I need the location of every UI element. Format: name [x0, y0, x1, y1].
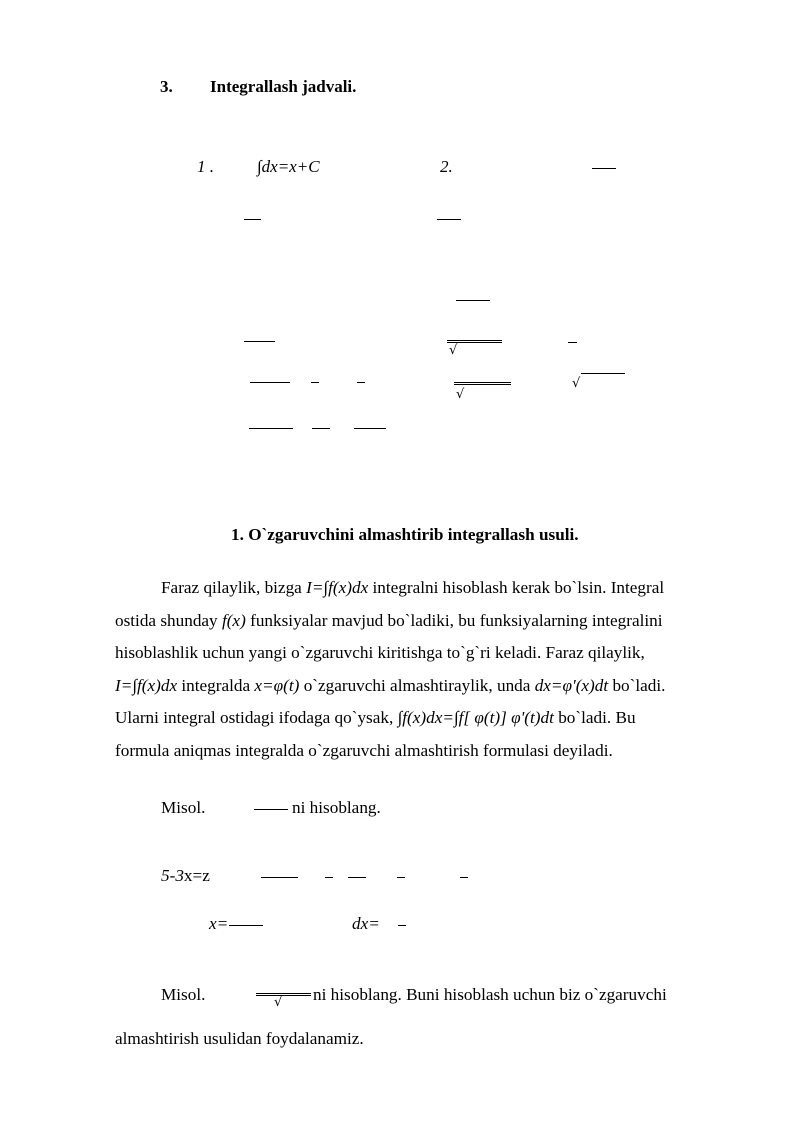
paragraph-line: almashtirish usulidan foydalanamiz. — [115, 1029, 364, 1048]
paragraph-line: ostida shunday f(x) funksiyalar mavjud bo`ladiki, bu funksiyalarning integralini — [115, 610, 663, 630]
fraction-line — [312, 428, 330, 429]
fraction-line — [261, 877, 298, 878]
fraction-line — [437, 219, 461, 220]
fraction-line — [397, 877, 405, 878]
x-expression: x= — [209, 914, 229, 933]
table-item-2-number: 2. — [440, 157, 453, 176]
table-item-1-number: 1 . — [197, 157, 214, 176]
example-suffix: ni hisoblang. Buni hisoblash uchun biz o`zgaruvchi — [313, 985, 667, 1004]
fraction-line — [254, 809, 288, 810]
paragraph-line: formula aniqmas integralda o`zgaruvchi almashtirish formulasi deyiladi. — [115, 740, 613, 760]
fraction-line — [357, 382, 365, 383]
fraction-line — [354, 428, 386, 429]
fraction-line — [325, 877, 333, 878]
example-suffix: ni hisoblang. — [292, 798, 381, 817]
table-item-1-formula: ∫dx=x+C — [257, 157, 320, 176]
fraction-line — [456, 300, 490, 301]
fraction-line — [229, 925, 263, 926]
fraction-line — [249, 428, 293, 429]
section-number: 3. — [160, 77, 173, 96]
example-label: Misol. — [161, 985, 206, 1004]
fraction-line — [454, 382, 511, 385]
section-title: Integrallash jadvali. — [210, 77, 357, 96]
fraction-line — [311, 382, 319, 383]
sqrt-bar — [581, 373, 625, 374]
fraction-line — [398, 925, 406, 926]
fraction-line — [460, 877, 468, 878]
substitution: 5-3x=z — [161, 866, 210, 885]
fraction-line — [592, 168, 616, 169]
paragraph-line: I=∫f(x)dx integralda x=φ(t) o`zgaruvchi almashtiraylik, unda dx=φ'(x)dt bo`ladi. — [115, 675, 666, 695]
paragraph-line: Ularni integral ostidagi ifodaga qo`ysak, ∫f(x)dx=∫f[ φ(t)] φ'(t)dt bo`ladi. Bu — [115, 708, 636, 728]
body-paragraph — [115, 572, 735, 768]
sqrt-symbol: √ — [572, 376, 581, 391]
fraction-line — [244, 341, 275, 342]
fraction-line — [348, 877, 366, 878]
sqrt-symbol: √ — [456, 387, 465, 402]
fraction-line — [250, 382, 290, 383]
dx-expression: dx= — [352, 914, 380, 933]
section-title: 1. O`zgaruvchini almashtirib integrallash usuli. — [231, 525, 579, 544]
sqrt-symbol: √ — [274, 995, 283, 1010]
example-label: Misol. — [161, 798, 206, 817]
fraction-line — [256, 993, 311, 996]
sqrt-symbol: √ — [449, 343, 458, 358]
paragraph-line: Faraz qilaylik, bizga I=∫f(x)dx integralni hisoblash kerak bo`lsin. Integral — [161, 578, 665, 597]
fraction-line — [244, 219, 261, 220]
paragraph-line: hisoblashlik uchun yangi o`zgaruvchi kiritishga to`g`ri keladi. Faraz qilaylik, — [115, 643, 645, 663]
fraction-line — [568, 342, 577, 343]
